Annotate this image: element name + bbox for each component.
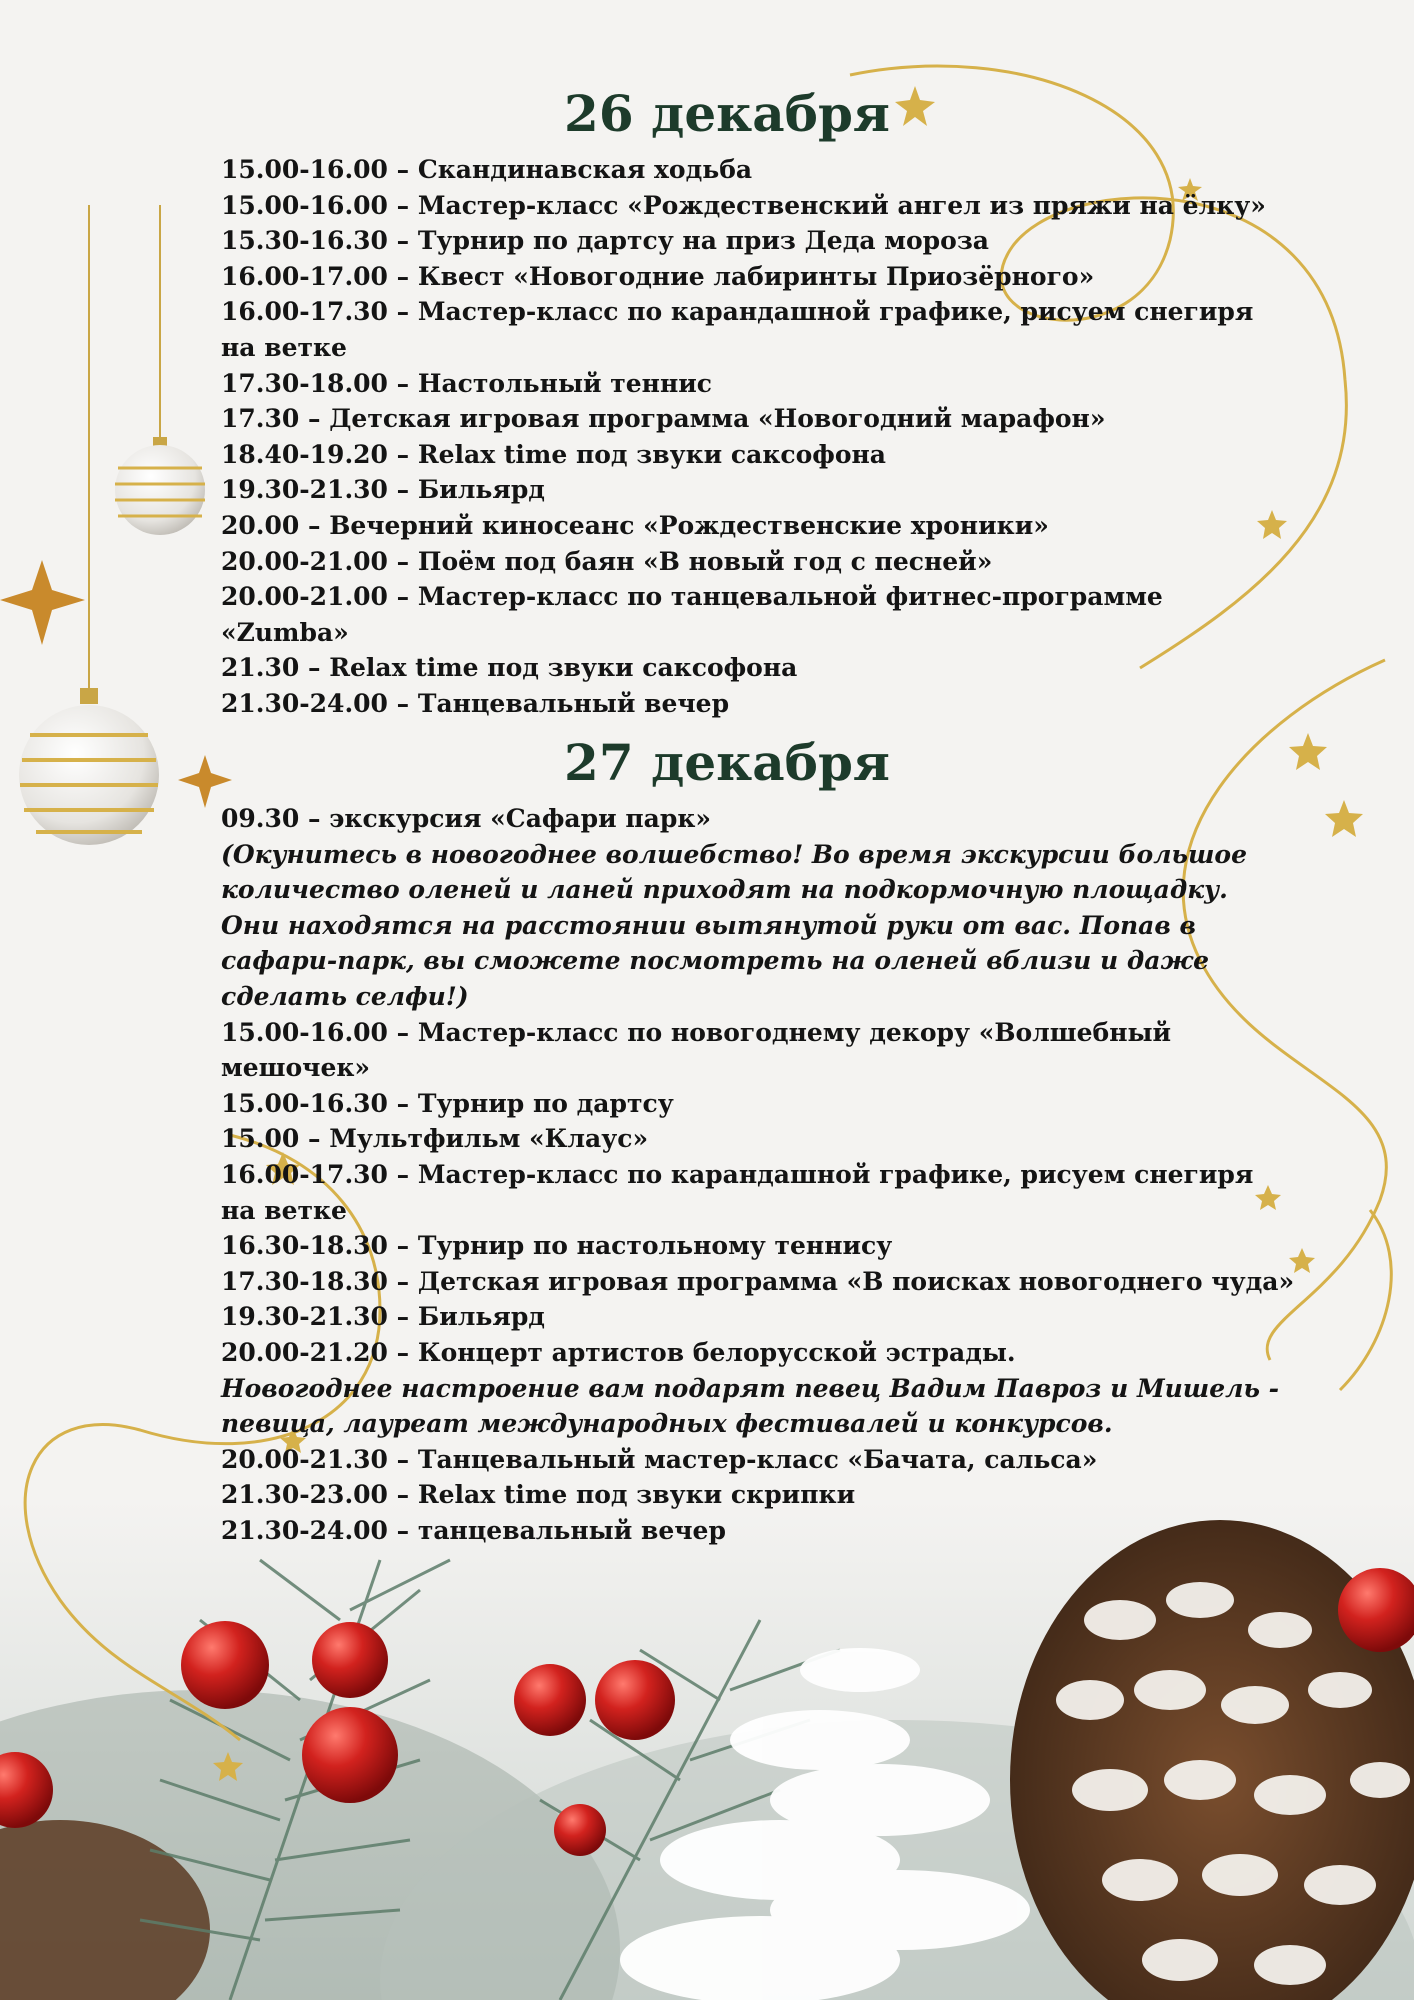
schedule-item: 20.00 – Вечерний киносеанс «Рождественские хроники» — [221, 510, 1049, 540]
winter-branches-scene — [0, 1500, 1414, 2000]
day-title-dec-26: 26 декабря — [564, 84, 890, 143]
schedule-item: 20.00-21.00 – Мастер-класс по танцевальной фитнес-программе «Zumba» — [221, 582, 1163, 647]
schedule-item: 15.00-16.00 – Мастер-класс по новогоднему декору «Волшебный мешочек» — [221, 1017, 1172, 1083]
schedule-list-dec-26 — [221, 152, 1281, 722]
schedule-item: 18.40-19.20 – Relax time под звуки саксофона — [221, 439, 887, 469]
schedule-item: 16.00-17.30 – Мастер-класс по карандашной графике, рисуем снегиря на ветке — [221, 297, 1254, 362]
schedule-item: 17.30 – Детская игровая программа «Новогодний марафон» — [221, 404, 1106, 434]
schedule-item: 15.00-16.00 – Скандинавская ходьба — [221, 155, 753, 184]
schedule-item: 20.00-21.30 – Танцевальный мастер-класс «Бачата, сальса» — [221, 1444, 1098, 1474]
schedule-item: 19.30-21.30 – Бильярд — [221, 1302, 545, 1332]
schedule-item: 20.00-21.20 – Концерт артистов белорусской эстрады. — [221, 1337, 1016, 1367]
schedule-item: 17.30-18.00 – Настольный теннис — [221, 368, 713, 398]
day-title-dec-27: 27 декабря — [564, 733, 890, 792]
schedule-item: 21.30-24.00 – Танцевальный вечер — [221, 688, 730, 718]
schedule-item: 19.30-21.30 – Бильярд — [221, 475, 545, 505]
excursion-description: (Окунитесь в новогоднее волшебство! Во время экскурсии большое количество оленей и ланей приходят на подкормочную площадку. Они находятся на расстоянии вытянутой руки от вас. Попав в сафари-парк, вы сможете посмотреть на оленей вблизи и даже сделать селфи!) — [221, 839, 1248, 1011]
schedule-item: 09.30 – экскурсия «Сафари парк» — [221, 804, 712, 833]
schedule-item: 21.30 – Relax time под звуки саксофона — [221, 653, 798, 683]
schedule-item: 15.00-16.30 – Турнир по дартсу — [221, 1088, 674, 1118]
schedule-item: 16.00-17.30 – Мастер-класс по карандашной графике, рисуем снегиря на ветке — [221, 1159, 1254, 1225]
concert-description: Новогоднее настроение вам подарят певец Вадим Павроз и Мишель - певица, лауреат международных фестивалей и конкурсов. — [221, 1373, 1280, 1439]
hanging-ornaments — [19, 205, 205, 845]
schedule-item: 16.00-17.00 – Квест «Новогодние лабиринты Приозёрного» — [221, 261, 1095, 291]
schedule-item: 15.00-16.00 – Мастер-класс «Рождественский ангел из пряжи на ёлку» — [221, 190, 1266, 220]
schedule-list-dec-27 — [221, 801, 1295, 1548]
schedule-item: 20.00-21.00 – Поём под баян «В новый год с песней» — [221, 546, 993, 576]
schedule-item: 15.30-16.30 – Турнир по дартсу на приз Деда мороза — [221, 226, 989, 256]
schedule-item: 21.30-24.00 – танцевальный вечер — [221, 1515, 726, 1545]
schedule-item: 16.30-18.30 – Турнир по настольному теннису — [221, 1231, 893, 1261]
schedule-item: 15.00 – Мультфильм «Клаус» — [221, 1124, 649, 1154]
schedule-item: 21.30-23.00 – Relax time под звуки скрипки — [221, 1480, 856, 1510]
schedule-item: 17.30-18.30 – Детская игровая программа «В поисках новогоднего чуда» — [221, 1266, 1295, 1296]
